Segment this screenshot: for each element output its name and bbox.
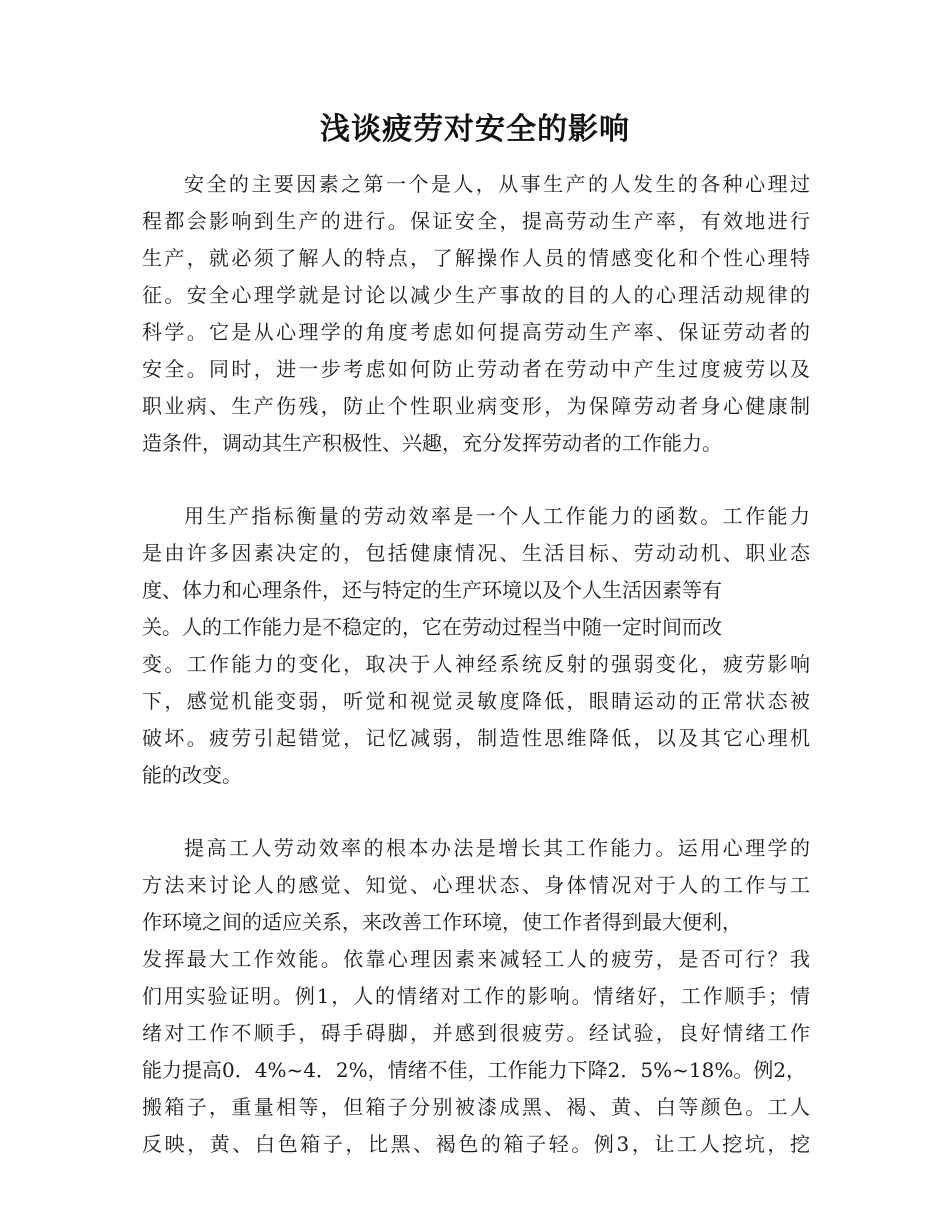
text-line: 破坏。疲劳引起错觉，记忆减弱，制造性思维降低，以及其它心理机 — [142, 726, 810, 750]
text-line: 安全的主要因素之第一个是人，从事生产的人发生的各种心理过 — [184, 172, 810, 196]
text-line: 搬箱子，重量相等，但箱子分别被漆成黑、褐、黄、白等颜色。工人 — [142, 1095, 810, 1119]
text-line: 变。工作能力的变化，取决于人神经系统反射的强弱变化，疲劳影响 — [142, 652, 810, 676]
text-line: 关。人的工作能力是不稳定的，它在劳动过程当中随一定时间而改 — [142, 615, 722, 639]
text-line: 提高工人劳动效率的根本办法是增长其工作能力。运用心理学的 — [184, 836, 810, 860]
text-line: 科学。它是从心理学的角度考虑如何提高劳动生产率、保证劳动者的 — [142, 320, 810, 344]
text-line: 下，感觉机能变弱，听觉和视觉灵敏度降低，眼睛运动的正常状态被 — [142, 689, 810, 713]
paragraph-spacer — [142, 462, 810, 498]
text-line: 能力提高0．4%~4．2%，情绪不佳，工作能力下降2．5%~18%。例2， — [142, 1058, 807, 1082]
document-body — [142, 166, 810, 1163]
text-line: 程都会影响到生产的进行。保证安全，提高劳动生产率，有效地进行 — [142, 209, 810, 233]
text-line: 们用实验证明。例1，人的情绪对工作的影响。情绪好，工作顺手；情 — [142, 984, 810, 1008]
paragraph — [142, 498, 810, 794]
paragraph — [142, 830, 810, 1163]
text-line: 是由许多因素决定的，包括健康情况、生活目标、劳动动机、职业态 — [142, 541, 810, 565]
text-line: 方法来讨论人的感觉、知觉、心理状态、身体情况对于人的工作与工 — [142, 873, 810, 897]
document-title: 浅谈疲劳对安全的影响 — [320, 112, 630, 147]
text-line: 度、体力和心理条件，还与特定的生产环境以及个人生活因素等有 — [142, 578, 722, 602]
text-line: 发挥最大工作效能。依靠心理因素来减轻工人的疲劳，是否可行？我 — [142, 947, 810, 971]
text-line: 能的改变。 — [142, 763, 242, 787]
text-line: 用生产指标衡量的劳动效率是一个人工作能力的函数。工作能力 — [184, 504, 810, 528]
text-line: 反映，黄、白色箱子，比黑、褐色的箱子轻。例3，让工人挖坑，挖 — [142, 1132, 810, 1156]
paragraph — [142, 166, 810, 462]
text-line: 作环境之间的适应关系，来改善工作环境，使工作者得到最大便利， — [142, 910, 742, 934]
text-line: 征。安全心理学就是讨论以减少生产事故的目的人的心理活动规律的 — [142, 283, 810, 307]
text-line: 安全。同时，进一步考虑如何防止劳动者在劳动中产生过度疲劳以及 — [142, 357, 810, 381]
text-line: 造条件，调动其生产积极性、兴趣，充分发挥劳动者的工作能力。 — [142, 431, 722, 455]
text-line: 绪对工作不顺手，碍手碍脚，并感到很疲劳。经试验，良好情绪工作 — [142, 1021, 810, 1045]
text-line: 生产，就必须了解人的特点，了解操作人员的情感变化和个性心理特 — [142, 246, 810, 270]
text-line: 职业病、生产伤残，防止个性职业病变形，为保障劳动者身心健康制 — [142, 394, 810, 418]
paragraph-spacer — [142, 794, 810, 830]
